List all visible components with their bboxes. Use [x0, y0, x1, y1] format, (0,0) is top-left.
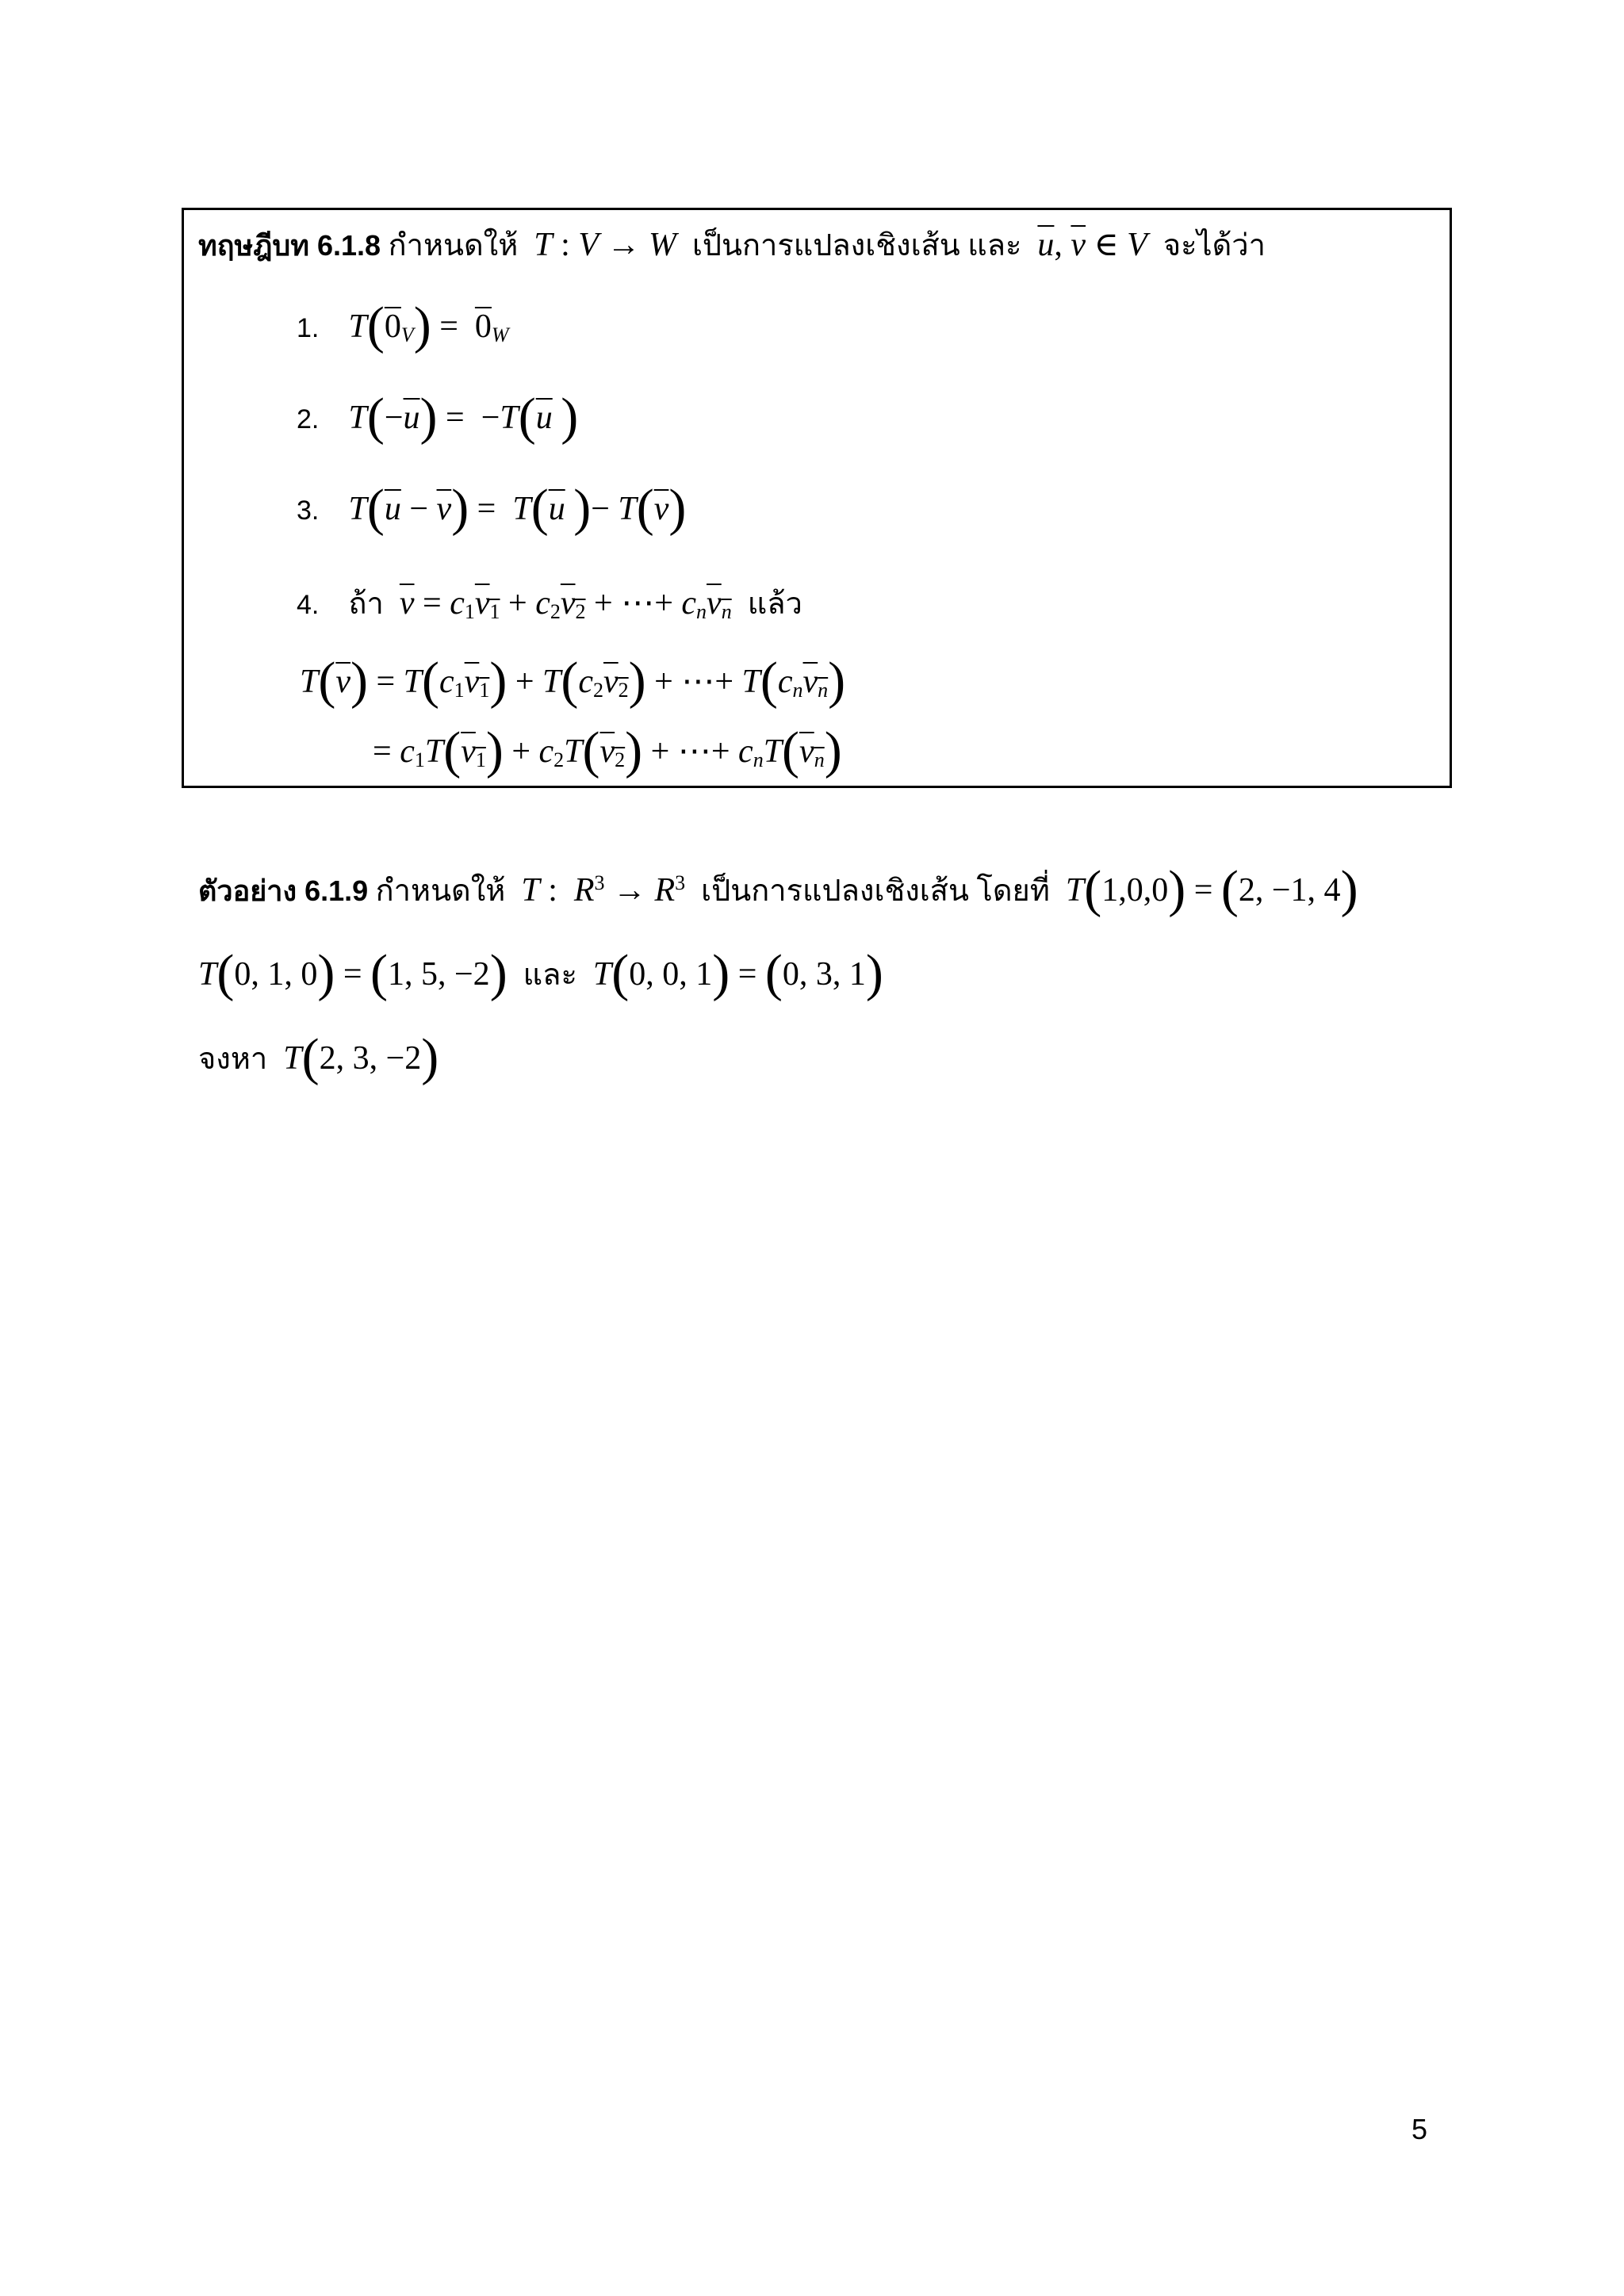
theorem-item-1 — [297, 297, 509, 354]
item-4-expansion-line-1 — [300, 652, 846, 710]
example-line-3 — [198, 1028, 439, 1086]
item-number: 1. — [297, 313, 320, 343]
example-map-formula: T : $R^3 \to R^3$ — [521, 871, 686, 909]
item-1-formula: $T(0_V) = 0_W$ — [348, 297, 509, 354]
item-2-formula: $T(-\overline{u}) = -T(\overline{u}$ ) — [348, 388, 579, 446]
item-4-then: แล้ว — [747, 587, 802, 621]
item-4-if: ถ้า — [348, 587, 384, 621]
item-3-formula: $T(\overline{u} - \overline{v}) = T(\overline{u}$ )− $T(\overline{v})$ — [348, 479, 687, 537]
theorem-label: ทฤษฎีบท 6.1.8 — [198, 229, 381, 262]
example-line-2 — [198, 944, 883, 1002]
item-number: 2. — [297, 404, 320, 434]
theorem-item-4 — [297, 579, 802, 627]
theorem-item-3 — [297, 479, 687, 537]
theorem-header — [198, 220, 1266, 269]
theorem-vectors-formula: $\overline{u}$, $\overline{v}$ ∈ V — [1037, 227, 1147, 263]
theorem-intro-then: จะได้ว่า — [1162, 229, 1266, 262]
example-formula-4: T(2, 3, −2) — [283, 1028, 439, 1086]
example-formula-3: T(0, 0, 1) = (0, 3, 1) — [592, 944, 883, 1002]
item-4-formula: $\overline{v} = c_1v_1 + c_2v_2$ + ⋯+ $c_nv_n$ — [399, 585, 732, 623]
item-4-expansion-line-2 — [373, 721, 842, 779]
expansion-formula-1: $T(\overline{v}) = T(c_1v_1) + T(c_2v_2)$ + ⋯+ $T(c_nv_n)$ — [300, 652, 846, 710]
item-number: 3. — [297, 496, 320, 526]
example-and: และ — [523, 959, 577, 992]
page-number: 5 — [1411, 2113, 1428, 2145]
example-header — [198, 860, 1358, 918]
theorem-intro-given: กำหนดให้ — [388, 229, 519, 262]
item-number: 4. — [297, 590, 320, 620]
example-given: กำหนดให้ — [375, 874, 506, 908]
theorem-item-2 — [297, 388, 579, 446]
example-linear: เป็นการแปลงเชิงเส้น โดยที่ — [701, 874, 1050, 908]
expansion-formula-2: = $c_1T(v_1) + c_2T(v_2)$ + ⋯+ $c_nT(v_n)$ — [373, 721, 842, 779]
theorem-intro-linear: เป็นการแปลงเชิงเส้น และ — [691, 229, 1022, 262]
example-formula-1: T(1,0,0) = (2, −1, 4) — [1065, 860, 1358, 918]
theorem-map-formula: T : V → W — [534, 227, 676, 263]
example-find: จงหา — [198, 1043, 268, 1076]
example-formula-2: T(0, 1, 0) = (1, 5, −2) — [198, 944, 508, 1002]
example-label: ตัวอย่าง 6.1.9 — [198, 874, 369, 907]
